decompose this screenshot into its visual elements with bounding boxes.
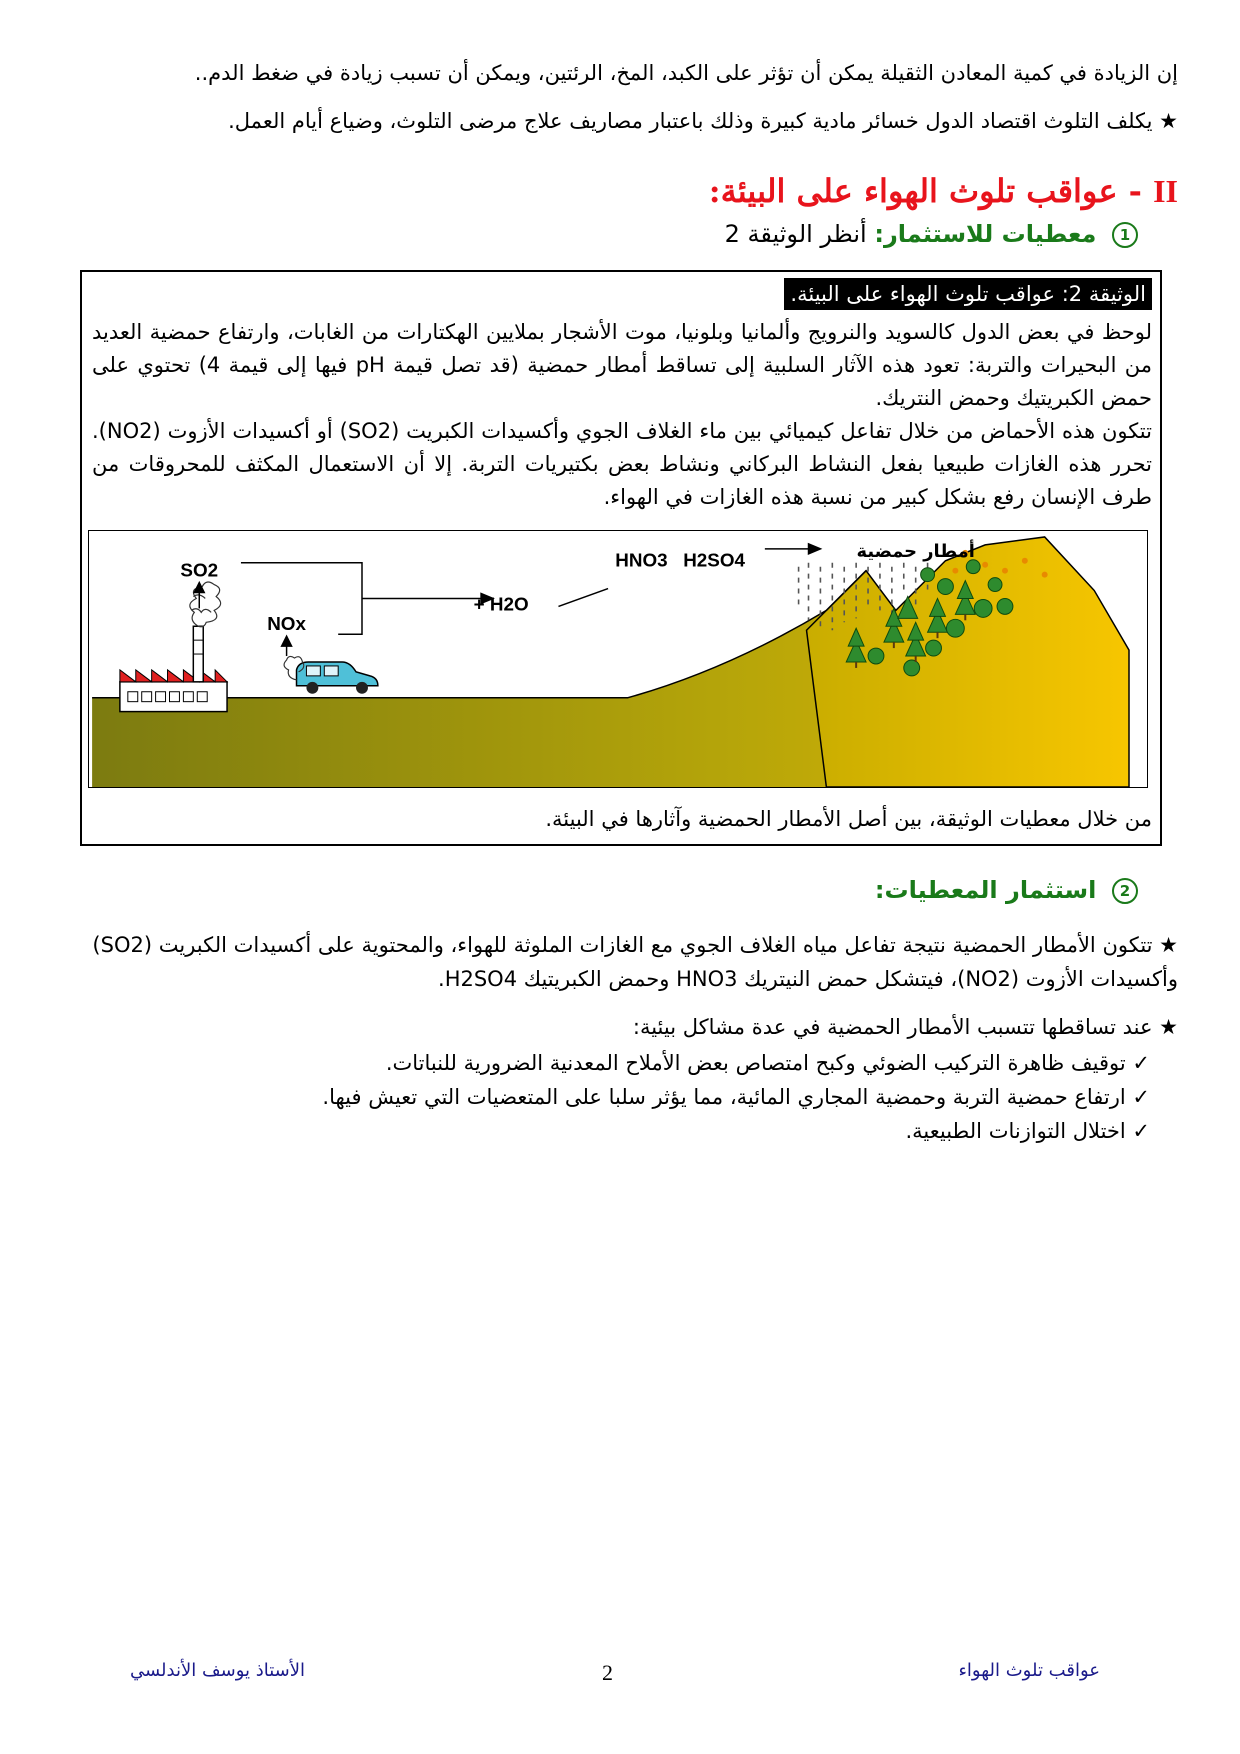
car-icon [297,662,378,694]
subsection-1-label: معطيات للاستثمار: [874,220,1097,248]
list-item: ✓ ارتفاع حمضية التربة وحمضية المجاري المائية، مما يؤثر سلبا على المتعضيات التي تعيش فيها. [322,1085,1150,1109]
subsection-1-text: أنظر الوثيقة 2 [724,220,867,248]
factory-smoke [190,582,221,627]
document-paragraph-1: لوحظ في بعض الدول كالسويد والنرويج وألمانيا وبلونيا، موت الأشجار بملايين الهكتارات من الغابات، وارتفاع حمضية العديد من البحيرات والتربة: تعود هذه الآثار السلبية إلى تساقط أمطار حمضية (قد تصل قيمة pH فيها إلى قيمة 4) تحتوي على حمض الكبريتيك وحمض النتريك. [92,320,1152,410]
intro-paragraph-2: ★ يكلف التلوث اقتصاد الدول خسائر مادية كبيرة وذلك باعتبار مصاريف علاج مرضى التلوث، وضياع أيام العمل. [228,109,1178,133]
footer-title: عواقب تلوث الهواء [958,1660,1100,1681]
intro-paragraph-1: إن الزيادة في كمية المعادن الثقيلة يمكن أن تؤثر على الكبد، المخ، الرئتين، ويمكن أن تسبب زيادة في ضغط الدم.. [194,61,1178,85]
effects-list [322,1046,1150,1148]
acid-rain-figure [88,530,1148,788]
footer-author: الأستاذ يوسف الأندلسي [130,1660,306,1681]
list-item: ✓ اختلال التوازنات الطبيعية. [905,1119,1150,1143]
document-question: من خلال معطيات الوثيقة، بين أصل الأمطار الحمضية وآثارها في البيئة. [545,807,1152,831]
hno3-label: HNO3 [615,549,668,571]
section-title-text: - عواقب تلوث الهواء على البيئة: [708,172,1142,210]
list-item: ✓ توقيف ظاهرة التركيب الضوئي وكبح امتصاص بعض الأملاح المعدنية الضرورية للنباتات. [385,1051,1150,1075]
page-number: 2 [602,1660,613,1685]
circled-number-1: 1 [1112,222,1138,248]
section-title [709,172,1178,210]
subsection-2-label: استثمار المعطيات: [874,876,1097,904]
subsection-2-title [875,876,1138,904]
circled-number-2: 2 [1112,878,1138,904]
exploit-paragraph-2: ★ عند تساقطها تتسبب الأمطار الحمضية في عدة مشاكل بيئية: [632,1015,1178,1039]
so2-label: SO2 [180,559,219,581]
exploit-paragraph-1: ★ تتكون الأمطار الحمضية نتيجة تفاعل مياه الغلاف الجوي مع الغازات الملوثة للهواء، والمحتوية على أكسيدات الكبريت (SO2) وأكسيدات الأزوت (NO2)، فيتشكل حمض النيتريك HNO3 وحمض الكبريتيك H2SO4. [92,933,1178,991]
h2o-label: + H2O [473,593,529,615]
document-text [92,316,1152,514]
document-paragraph-2: تتكون هذه الأحماض من خلال تفاعل كيميائي بين ماء الغلاف الجوي وأكسيدات الكبريت (SO2) أو أكسيدات الأزوت (NO2). تحرر هذه الغازات طبيعيا بفعل النشاط البركاني ونشاط بعض بكتيريات التربة. إلا أن الاستعمال المكثف للمحروقات من طرف الإنسان رفع بشكل كبير من نسبة هذه الغازات في الهواء. [92,419,1152,509]
section-roman-numeral: II [1153,173,1178,209]
nox-label: NOx [267,613,306,635]
acid-rain-label: أمطار حمضية [856,540,975,562]
h2so4-label: H2SO4 [683,549,746,571]
subsection-1-title [725,220,1138,248]
document-label: الوثيقة 2: عواقب تلوث الهواء على البيئة. [784,278,1152,310]
factory-icon [120,626,227,711]
